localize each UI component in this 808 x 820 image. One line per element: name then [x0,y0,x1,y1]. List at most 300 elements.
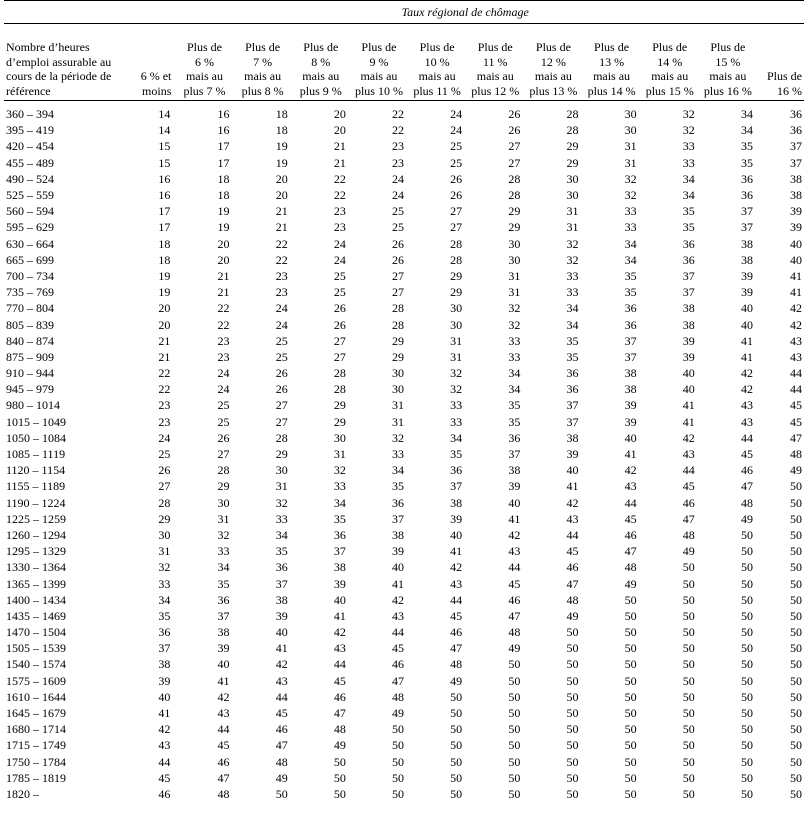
table-row [4,721,804,737]
weeks-value-cell: 39 [624,398,637,413]
weeks-value-cell: 32 [682,107,695,122]
weeks-value-cell: 49 [790,463,802,478]
weeks-value-cell: 50 [740,576,753,591]
weeks-value-cell: 50 [450,770,463,785]
hours-range-cell: 700 – 734 [6,268,54,283]
weeks-value-cell: 34 [508,382,521,397]
weeks-value-cell: 25 [275,333,288,348]
weeks-value-cell: 32 [566,252,579,267]
weeks-value-cell: 50 [624,689,637,704]
weeks-value-cell: 26 [158,463,171,478]
weeks-value-cell: 32 [392,430,405,445]
column-header [466,24,524,101]
weeks-value-cell: 23 [275,268,288,283]
weeks-value-cell: 50 [392,770,405,785]
weeks-value-cell: 39 [790,204,802,219]
hours-range-cell: 1435 – 1469 [6,608,66,623]
weeks-value-cell: 49 [624,576,637,591]
column-header-line: 13 % [599,54,625,69]
weeks-value-cell: 30 [333,430,346,445]
weeks-value-cell: 46 [624,527,637,542]
weeks-value-cell: 27 [450,204,463,219]
column-header-line: 9 % [369,54,389,69]
weeks-value-cell: 33 [392,447,405,462]
weeks-value-cell: 50 [740,722,753,737]
hours-range-cell: 770 – 804 [6,301,54,316]
weeks-value-cell: 43 [566,511,579,526]
weeks-value-cell: 50 [790,641,802,656]
weeks-value-cell: 22 [275,252,288,267]
weeks-value-cell: 39 [392,544,405,559]
weeks-value-cell: 19 [217,220,230,235]
hours-range-cell: 1820 – [6,786,39,801]
table-row [4,511,804,527]
weeks-value-cell: 47 [740,479,753,494]
weeks-value-cell: 33 [624,204,637,219]
table-row [4,495,804,511]
table-row [4,624,804,640]
weeks-value-cell: 31 [450,333,463,348]
column-header-line: mais au [534,69,572,84]
column-header-line: mais au [302,69,340,84]
weeks-value-cell: 40 [740,317,753,332]
weeks-value-cell: 20 [333,107,346,122]
weeks-value-cell: 50 [790,673,802,688]
hours-range-cell: 1225 – 1259 [6,511,66,526]
column-header-line: 7 % [253,54,273,69]
table-row [4,106,804,122]
column-header [408,24,466,101]
weeks-value-cell: 28 [333,366,346,381]
weeks-value-cell: 44 [275,689,288,704]
weeks-value-cell: 20 [217,236,230,251]
weeks-value-cell: 48 [392,689,405,704]
weeks-value-cell: 16 [158,188,171,203]
hours-range-cell: 1330 – 1364 [6,560,66,575]
weeks-value-cell: 40 [740,301,753,316]
weeks-value-cell: 42 [158,722,171,737]
weeks-value-cell: 36 [740,188,753,203]
weeks-value-cell: 38 [450,495,463,510]
weeks-value-cell: 45 [158,770,171,785]
hours-range-cell: 1610 – 1644 [6,689,66,704]
weeks-value-cell: 50 [392,786,405,801]
weeks-value-cell: 26 [392,236,405,251]
weeks-value-cell: 24 [392,188,405,203]
column-header-line: Plus de [710,40,746,55]
weeks-value-cell: 28 [508,188,521,203]
column-header-line: plus 15 % [645,83,694,98]
table-row [4,754,804,770]
column-header-line: Plus de [477,40,513,55]
weeks-value-cell: 45 [275,706,288,721]
weeks-value-cell: 43 [624,479,637,494]
column-header [582,24,640,101]
weeks-value-cell: 39 [275,608,288,623]
weeks-value-cell: 46 [333,689,346,704]
column-header-line: mais au [244,69,282,84]
weeks-value-cell: 50 [740,608,753,623]
weeks-value-cell: 37 [566,398,579,413]
weeks-value-cell: 37 [790,139,802,154]
weeks-value-cell: 36 [682,236,695,251]
weeks-value-cell: 34 [740,123,753,138]
weeks-value-cell: 19 [275,155,288,170]
weeks-value-cell: 22 [217,317,230,332]
hours-range-cell: 1575 – 1609 [6,673,66,688]
weeks-value-cell: 50 [566,689,579,704]
weeks-value-cell: 37 [624,349,637,364]
weeks-value-cell: 30 [275,463,288,478]
column-header-line: 16 % [777,83,802,98]
weeks-value-cell: 50 [508,673,521,688]
table-row [4,608,804,624]
weeks-value-cell: 28 [566,123,579,138]
weeks-value-cell: 47 [566,576,579,591]
table-row [4,640,804,656]
weeks-value-cell: 50 [682,657,695,672]
weeks-value-cell: 50 [790,592,802,607]
benefit-weeks-table [4,0,804,802]
weeks-value-cell: 35 [450,447,463,462]
weeks-value-cell: 14 [158,123,171,138]
weeks-value-cell: 25 [217,398,230,413]
weeks-value-cell: 42 [392,592,405,607]
table-row [4,430,804,446]
weeks-value-cell: 25 [450,155,463,170]
table-row [4,316,804,332]
weeks-value-cell: 39 [158,673,171,688]
weeks-value-cell: 24 [333,236,346,251]
weeks-value-cell: 28 [275,430,288,445]
hours-range-cell: 1295 – 1329 [6,544,66,559]
weeks-value-cell: 21 [158,349,171,364]
column-header-line: 6 % et [140,69,172,84]
weeks-value-cell: 28 [158,495,171,510]
column-header [126,24,175,101]
weeks-value-cell: 36 [790,107,802,122]
weeks-value-cell: 44 [624,495,637,510]
weeks-value-cell: 31 [624,155,637,170]
column-header-line: Plus de [652,40,688,55]
weeks-value-cell: 39 [508,479,521,494]
column-header [292,24,350,101]
weeks-value-cell: 50 [682,625,695,640]
weeks-value-cell: 21 [158,333,171,348]
weeks-value-cell: 25 [275,349,288,364]
weeks-value-cell: 35 [333,511,346,526]
weeks-value-cell: 45 [790,414,802,429]
weeks-value-cell: 29 [508,220,521,235]
weeks-value-cell: 43 [790,349,802,364]
weeks-value-cell: 35 [508,414,521,429]
weeks-value-cell: 50 [508,754,521,769]
weeks-value-cell: 50 [682,592,695,607]
hours-range-cell: 1015 – 1049 [6,414,66,429]
weeks-value-cell: 50 [624,754,637,769]
column-header-line: Plus de [303,40,339,55]
table-row [4,446,804,462]
weeks-value-cell: 29 [333,398,346,413]
weeks-value-cell: 42 [275,657,288,672]
weeks-value-cell: 50 [624,625,637,640]
weeks-value-cell: 36 [682,252,695,267]
weeks-value-cell: 20 [158,317,171,332]
weeks-value-cell: 42 [624,463,637,478]
weeks-value-cell: 39 [217,641,230,656]
weeks-value-cell: 42 [682,430,695,445]
weeks-value-cell: 50 [740,657,753,672]
weeks-value-cell: 30 [450,301,463,316]
weeks-value-cell: 31 [333,447,346,462]
weeks-value-cell: 50 [450,689,463,704]
weeks-value-cell: 50 [450,786,463,801]
weeks-value-cell: 50 [450,738,463,753]
hours-range-cell: 560 – 594 [6,204,54,219]
weeks-value-cell: 27 [275,398,288,413]
column-header-line: mais au [418,69,456,84]
hours-range-cell: 1750 – 1784 [6,754,66,769]
weeks-value-cell: 22 [333,171,346,186]
table-body [4,106,804,802]
weeks-value-cell: 31 [392,398,405,413]
weeks-value-cell: 40 [624,430,637,445]
weeks-value-cell: 50 [740,544,753,559]
weeks-value-cell: 40 [275,625,288,640]
weeks-value-cell: 50 [790,625,802,640]
column-header-line: plus 11 % [413,83,461,98]
column-header [175,24,233,101]
weeks-value-cell: 40 [333,592,346,607]
column-header-line: 6 % [194,54,214,69]
weeks-value-cell: 50 [508,706,521,721]
weeks-value-cell: 28 [392,301,405,316]
row-header-line: référence [6,83,51,98]
weeks-value-cell: 29 [158,511,171,526]
weeks-value-cell: 42 [333,625,346,640]
weeks-value-cell: 50 [450,706,463,721]
weeks-value-cell: 42 [790,317,802,332]
weeks-value-cell: 35 [508,398,521,413]
column-header-line: 14 % [657,54,683,69]
column-header-line: 15 % [715,54,741,69]
weeks-value-cell: 45 [217,738,230,753]
table-row [4,527,804,543]
weeks-value-cell: 36 [217,592,230,607]
weeks-value-cell: 25 [217,414,230,429]
hours-range-cell: 1470 – 1504 [6,625,66,640]
weeks-value-cell: 30 [566,171,579,186]
weeks-value-cell: 49 [508,641,521,656]
hours-range-cell: 1120 – 1154 [6,463,66,478]
hours-range-cell: 875 – 909 [6,349,54,364]
weeks-value-cell: 44 [790,382,802,397]
weeks-value-cell: 38 [682,317,695,332]
weeks-value-cell: 36 [275,560,288,575]
weeks-value-cell: 45 [392,641,405,656]
weeks-value-cell: 43 [740,398,753,413]
weeks-value-cell: 32 [624,188,637,203]
weeks-value-cell: 16 [217,107,230,122]
weeks-value-cell: 18 [217,171,230,186]
weeks-value-cell: 50 [790,511,802,526]
weeks-value-cell: 24 [392,171,405,186]
column-header-line: mais au [360,69,398,84]
weeks-value-cell: 43 [790,333,802,348]
weeks-value-cell: 34 [624,252,637,267]
column-header-line: plus 16 % [703,83,752,98]
weeks-value-cell: 22 [392,107,405,122]
weeks-value-cell: 38 [566,430,579,445]
weeks-value-cell: 50 [566,770,579,785]
weeks-value-cell: 46 [217,754,230,769]
weeks-value-cell: 33 [333,479,346,494]
weeks-value-cell: 50 [740,689,753,704]
weeks-value-cell: 38 [333,560,346,575]
weeks-value-cell: 50 [740,527,753,542]
weeks-value-cell: 37 [508,447,521,462]
weeks-value-cell: 45 [682,479,695,494]
column-header-line: Plus de [361,40,397,55]
hours-range-cell: 525 – 559 [6,188,54,203]
weeks-value-cell: 27 [158,479,171,494]
weeks-value-cell: 50 [682,608,695,623]
weeks-value-cell: 26 [508,107,521,122]
weeks-value-cell: 50 [790,689,802,704]
weeks-value-cell: 29 [566,139,579,154]
table-row [4,300,804,316]
weeks-value-cell: 31 [217,511,230,526]
column-header-line: Plus de [766,69,802,84]
weeks-value-cell: 50 [682,576,695,591]
weeks-value-cell: 23 [158,398,171,413]
weeks-value-cell: 38 [740,236,753,251]
weeks-value-cell: 50 [790,722,802,737]
weeks-value-cell: 40 [682,382,695,397]
table-row [4,689,804,705]
weeks-value-cell: 50 [392,738,405,753]
weeks-value-cell: 48 [682,527,695,542]
weeks-value-cell: 50 [740,625,753,640]
weeks-value-cell: 36 [624,301,637,316]
weeks-value-cell: 50 [624,673,637,688]
weeks-value-cell: 41 [566,479,579,494]
hours-range-cell: 840 – 874 [6,333,54,348]
hours-range-cell: 395 – 419 [6,123,54,138]
weeks-value-cell: 49 [566,608,579,623]
column-header-line: Plus de [594,40,630,55]
weeks-value-cell: 50 [566,706,579,721]
weeks-value-cell: 50 [790,608,802,623]
weeks-value-cell: 22 [158,382,171,397]
weeks-value-cell: 30 [566,188,579,203]
table-row [4,414,804,430]
weeks-value-cell: 48 [450,657,463,672]
weeks-value-cell: 36 [333,527,346,542]
weeks-value-cell: 38 [740,252,753,267]
weeks-value-cell: 34 [740,107,753,122]
hours-range-cell: 455 – 489 [6,155,54,170]
weeks-value-cell: 28 [392,317,405,332]
weeks-value-cell: 28 [450,236,463,251]
weeks-value-cell: 50 [566,673,579,688]
weeks-value-cell: 24 [333,252,346,267]
weeks-value-cell: 50 [790,495,802,510]
weeks-value-cell: 39 [682,349,695,364]
column-header-line: moins [142,83,172,98]
weeks-value-cell: 38 [217,625,230,640]
weeks-value-cell: 21 [217,268,230,283]
weeks-value-cell: 33 [450,414,463,429]
weeks-value-cell: 45 [790,398,802,413]
weeks-value-cell: 35 [682,204,695,219]
weeks-value-cell: 35 [566,349,579,364]
table-row [4,155,804,171]
weeks-value-cell: 43 [217,706,230,721]
weeks-value-cell: 48 [275,754,288,769]
table-row [4,236,804,252]
weeks-value-cell: 37 [740,204,753,219]
weeks-value-cell: 31 [508,268,521,283]
weeks-value-cell: 34 [217,560,230,575]
column-header-line: plus 7 % [183,83,226,98]
weeks-value-cell: 50 [682,754,695,769]
weeks-value-cell: 50 [624,770,637,785]
weeks-value-cell: 39 [682,333,695,348]
weeks-value-cell: 19 [158,268,171,283]
weeks-value-cell: 41 [158,706,171,721]
weeks-value-cell: 32 [333,463,346,478]
weeks-value-cell: 44 [217,722,230,737]
weeks-value-cell: 33 [450,398,463,413]
weeks-value-cell: 29 [566,155,579,170]
weeks-value-cell: 36 [450,463,463,478]
weeks-value-cell: 34 [275,527,288,542]
table-row [4,397,804,413]
weeks-value-cell: 43 [740,414,753,429]
weeks-value-cell: 31 [508,285,521,300]
weeks-value-cell: 40 [790,236,802,251]
weeks-value-cell: 35 [217,576,230,591]
weeks-value-cell: 50 [508,689,521,704]
hours-range-cell: 360 – 394 [6,107,54,122]
weeks-value-cell: 37 [682,285,695,300]
row-header [4,24,126,101]
weeks-value-cell: 30 [624,107,637,122]
table-row [4,171,804,187]
weeks-value-cell: 48 [740,495,753,510]
table-row [4,737,804,753]
weeks-value-cell: 49 [275,770,288,785]
weeks-value-cell: 50 [790,706,802,721]
hours-range-cell: 1540 – 1574 [6,657,66,672]
table-row [4,365,804,381]
weeks-value-cell: 25 [333,285,346,300]
weeks-value-cell: 40 [566,463,579,478]
weeks-value-cell: 17 [158,204,171,219]
weeks-value-cell: 31 [392,414,405,429]
weeks-value-cell: 48 [508,625,521,640]
weeks-value-cell: 20 [333,123,346,138]
weeks-value-cell: 48 [333,722,346,737]
weeks-value-cell: 27 [508,139,521,154]
weeks-value-cell: 38 [624,382,637,397]
column-header-line: Plus de [186,40,222,55]
column-header [350,24,408,101]
weeks-value-cell: 50 [790,544,802,559]
weeks-value-cell: 26 [392,252,405,267]
weeks-value-cell: 29 [333,414,346,429]
